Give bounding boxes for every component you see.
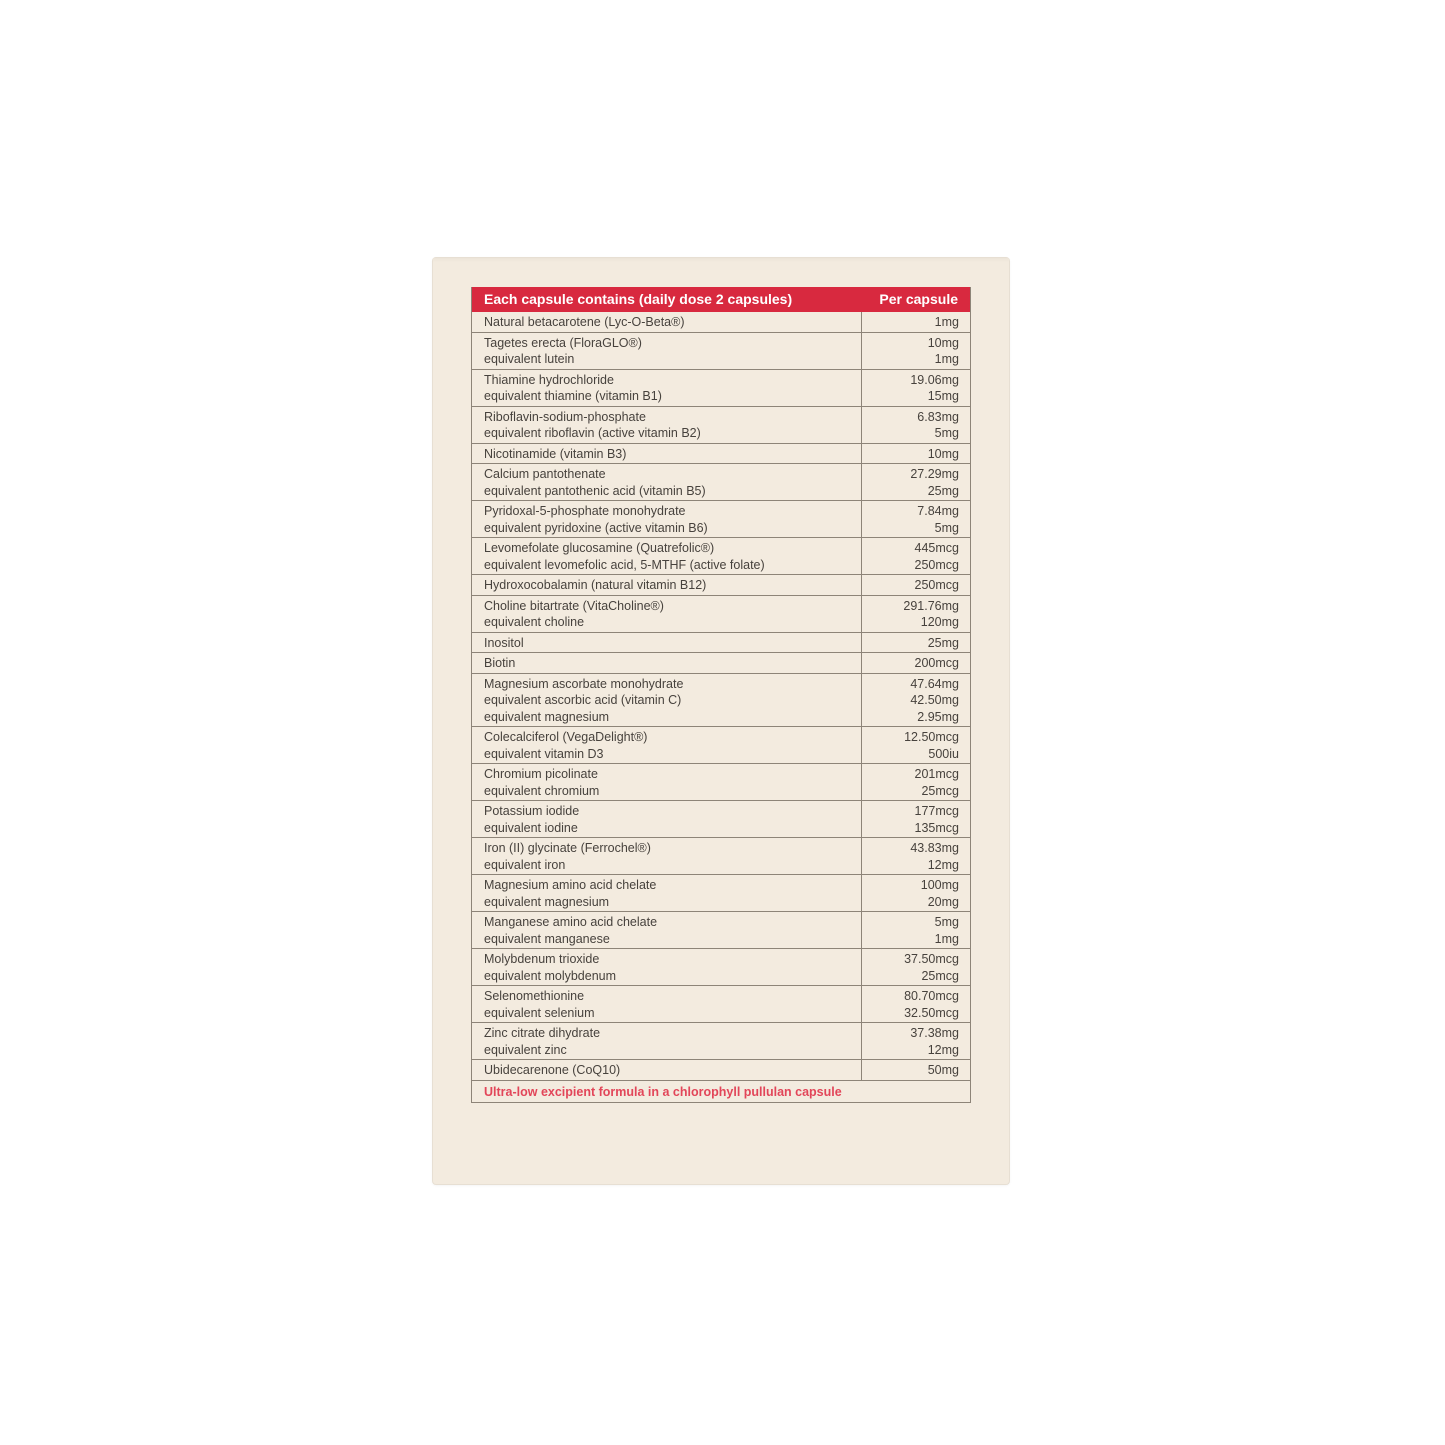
ingredient-cell — [472, 912, 861, 949]
ingredient-cell — [472, 501, 861, 538]
ingredient-name: Nicotinamide (vitamin B3) — [484, 446, 627, 461]
amount-value: 291.76mg — [903, 598, 959, 613]
table-row — [472, 632, 970, 653]
amount-value: 15mg — [927, 389, 959, 403]
amount-value: 1mg — [934, 352, 959, 366]
amount-cell — [861, 312, 970, 332]
table-row — [472, 501, 970, 538]
ingredient-name: Zinc citrate dihydrate — [484, 1026, 601, 1040]
ingredient-name: Colecalciferol (VegaDelight®) — [484, 730, 648, 744]
amount-cell — [861, 949, 970, 986]
ingredient-name: Ubidecarenone (CoQ10) — [484, 1063, 621, 1077]
header-ingredient: Each capsule contains (daily dose 2 capsules) — [472, 287, 861, 312]
amount-value: 6.83mg — [917, 409, 959, 424]
ingredient-name: equivalent thiamine (vitamin B1) — [484, 389, 662, 403]
amount-value: 80.70mcg — [904, 989, 959, 1003]
amount-cell — [861, 986, 970, 1023]
amount-value: 250mcg — [914, 557, 959, 572]
table-row — [472, 538, 970, 575]
ingredient-name: equivalent lutein — [484, 352, 575, 366]
amount-value: 12mg — [927, 1042, 959, 1057]
amount-cell — [861, 575, 970, 596]
amount-value: 2.95mg — [917, 709, 959, 724]
table-header-row — [472, 287, 970, 312]
ingredient-name: equivalent riboflavin (active vitamin B2) — [484, 426, 701, 440]
ingredient-name: Thiamine hydrochloride — [484, 372, 614, 387]
amount-cell — [861, 912, 970, 949]
amount-value: 201mcg — [914, 767, 959, 781]
amount-cell — [861, 632, 970, 653]
ingredient-name: Potassium iodide — [484, 804, 580, 818]
ingredient-name: equivalent molybdenum — [484, 968, 617, 983]
table-row — [472, 1023, 970, 1060]
amount-value: 177mcg — [914, 804, 959, 818]
ingredient-name: Chromium picolinate — [484, 767, 598, 781]
table-row — [472, 764, 970, 801]
table-row — [472, 838, 970, 875]
ingredient-cell — [472, 538, 861, 575]
ingredient-name: Iron (II) glycinate (Ferrochel®) — [484, 841, 651, 855]
amount-value: 47.64mg — [910, 676, 959, 691]
amount-value: 50mg — [927, 1063, 959, 1077]
ingredient-name: equivalent magnesium — [484, 709, 610, 724]
amount-cell — [861, 1060, 970, 1080]
amount-cell — [861, 653, 970, 674]
amount-value: 100mg — [920, 878, 959, 892]
ingredient-name: Pyridoxal-5-phosphate monohydrate — [484, 504, 686, 518]
ingredient-name: equivalent selenium — [484, 1005, 595, 1020]
amount-cell — [861, 595, 970, 632]
amount-cell — [861, 464, 970, 501]
ingredient-cell — [472, 332, 861, 369]
ingredient-cell — [472, 949, 861, 986]
table-row — [472, 464, 970, 501]
ingredient-cell — [472, 764, 861, 801]
table-row — [472, 986, 970, 1023]
amount-value: 43.83mg — [910, 841, 959, 855]
amount-cell — [861, 727, 970, 764]
amount-value: 12mg — [927, 857, 959, 872]
ingredient-cell — [472, 875, 861, 912]
ingredient-cell — [472, 464, 861, 501]
amount-value: 200mcg — [914, 656, 959, 670]
table-row — [472, 369, 970, 406]
ingredient-name: Selenomethionine — [484, 989, 585, 1003]
ingredient-name: Natural betacarotene (Lyc-O-Beta®) — [484, 315, 685, 329]
ingredient-cell — [472, 653, 861, 674]
amount-cell — [861, 838, 970, 875]
ingredient-name: Molybdenum trioxide — [484, 952, 600, 966]
ingredient-name: equivalent iron — [484, 857, 566, 872]
table-row — [472, 801, 970, 838]
table-row — [472, 1060, 970, 1080]
amount-value: 19.06mg — [910, 372, 959, 387]
table-row — [472, 949, 970, 986]
ingredient-cell — [472, 312, 861, 332]
table-row — [472, 727, 970, 764]
table-row — [472, 653, 970, 674]
amount-value: 5mg — [934, 426, 959, 440]
ingredient-name: Riboflavin-sodium-phosphate — [484, 409, 646, 424]
amount-value: 135mcg — [914, 820, 959, 835]
amount-cell — [861, 406, 970, 443]
table-row — [472, 332, 970, 369]
ingredient-name: Magnesium amino acid chelate — [484, 878, 657, 892]
ingredient-cell — [472, 406, 861, 443]
ingredient-cell — [472, 986, 861, 1023]
amount-value: 120mg — [920, 615, 959, 629]
ingredient-cell — [472, 727, 861, 764]
table-row — [472, 443, 970, 464]
amount-cell — [861, 369, 970, 406]
ingredient-cell — [472, 838, 861, 875]
table-row — [472, 875, 970, 912]
amount-cell — [861, 501, 970, 538]
amount-value: 5mg — [934, 915, 959, 929]
table-row — [472, 912, 970, 949]
ingredient-name: equivalent iodine — [484, 820, 578, 835]
ingredient-name: Tagetes erecta (FloraGLO®) — [484, 335, 642, 350]
amount-value: 445mcg — [914, 541, 959, 555]
ingredient-cell — [472, 369, 861, 406]
table-row — [472, 406, 970, 443]
table-row — [472, 312, 970, 332]
amount-value: 250mcg — [914, 578, 959, 592]
amount-value: 42.50mg — [910, 693, 959, 707]
amount-value: 1mg — [934, 315, 959, 329]
amount-cell — [861, 875, 970, 912]
amount-value: 5mg — [934, 520, 959, 535]
amount-cell — [861, 764, 970, 801]
amount-value: 37.38mg — [910, 1026, 959, 1040]
amount-value: 10mg — [927, 335, 959, 350]
ingredient-name: equivalent vitamin D3 — [484, 746, 604, 761]
ingredient-cell — [472, 801, 861, 838]
ingredient-name: equivalent pyridoxine (active vitamin B6) — [484, 520, 708, 535]
ingredient-name: equivalent zinc — [484, 1042, 567, 1057]
ingredient-name: Manganese amino acid chelate — [484, 915, 658, 929]
ingredient-name: equivalent choline — [484, 615, 585, 629]
box-top-edge — [433, 258, 1009, 262]
amount-cell — [861, 443, 970, 464]
ingredient-name: Levomefolate glucosamine (Quatrefolic®) — [484, 541, 715, 555]
amount-value: 1mg — [934, 931, 959, 946]
ingredient-name: equivalent ascorbic acid (vitamin C) — [484, 693, 682, 707]
supplement-facts-table — [472, 287, 970, 1080]
ingredient-cell — [472, 673, 861, 727]
supplement-facts-panel — [471, 287, 971, 1103]
amount-value: 25mg — [927, 635, 959, 650]
ingredient-cell — [472, 1060, 861, 1080]
amount-value: 12.50mcg — [904, 730, 959, 744]
ingredient-cell — [472, 575, 861, 596]
ingredient-name: Magnesium ascorbate monohydrate — [484, 676, 684, 691]
amount-cell — [861, 1023, 970, 1060]
ingredient-name: Choline bitartrate (VitaCholine®) — [484, 598, 664, 613]
amount-cell — [861, 801, 970, 838]
ingredient-cell — [472, 443, 861, 464]
ingredient-name: equivalent levomefolic acid, 5-MTHF (active folate) — [484, 557, 765, 572]
formula-note: Ultra-low excipient formula in a chlorophyll pullulan capsule — [472, 1080, 970, 1102]
ingredient-name: equivalent pantothenic acid (vitamin B5) — [484, 483, 706, 498]
amount-cell — [861, 332, 970, 369]
ingredient-name: Inositol — [484, 635, 524, 650]
amount-value: 10mg — [927, 446, 959, 461]
amount-value: 7.84mg — [917, 504, 959, 518]
ingredient-name: equivalent chromium — [484, 783, 600, 798]
ingredient-name: Hydroxocobalamin (natural vitamin B12) — [484, 578, 707, 592]
header-per-capsule: Per capsule — [861, 287, 970, 312]
amount-cell — [861, 538, 970, 575]
ingredient-name: equivalent manganese — [484, 931, 610, 946]
table-row — [472, 595, 970, 632]
ingredient-cell — [472, 1023, 861, 1060]
amount-value: 500iu — [928, 746, 959, 761]
amount-value: 25mcg — [921, 783, 959, 798]
amount-value: 37.50mcg — [904, 952, 959, 966]
ingredient-name: Calcium pantothenate — [484, 467, 606, 481]
ingredient-cell — [472, 595, 861, 632]
amount-value: 27.29mg — [910, 467, 959, 481]
amount-value: 32.50mcg — [904, 1005, 959, 1020]
ingredient-cell — [472, 632, 861, 653]
ingredient-name: Biotin — [484, 656, 516, 670]
table-row — [472, 673, 970, 727]
ingredient-name: equivalent magnesium — [484, 894, 610, 909]
amount-value: 25mcg — [921, 968, 959, 983]
supplement-box-back — [433, 258, 1009, 1184]
table-row — [472, 575, 970, 596]
amount-value: 20mg — [927, 894, 959, 909]
amount-cell — [861, 673, 970, 727]
amount-value: 25mg — [927, 483, 959, 498]
